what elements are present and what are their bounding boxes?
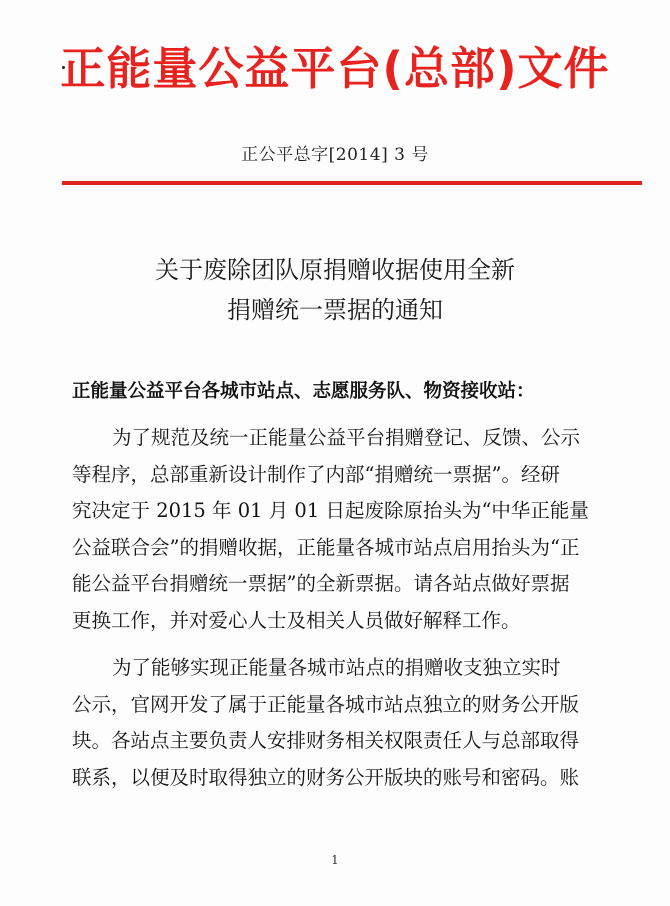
paragraph-2-line: 联系，以便及时取得独立的财务公开版块的账号和密码。账: [72, 765, 580, 789]
paragraph-2-line: 公示，官网开发了属于正能量各城市站点独立的财务公开版: [72, 692, 580, 716]
paragraph-2-line: 块。各站点主要负责人安排财务相关权限责任人与总部取得: [72, 729, 580, 752]
notice-title-line-2: 捐赠统一票据的通知: [227, 296, 443, 324]
paragraph-2-line: 为了能够实现正能量各城市站点的捐赠收支独立实时: [112, 656, 561, 679]
paragraph-1-line: 为了规范及统一正能量公益平台捐赠登记、反馈、公示: [112, 426, 581, 449]
red-divider-rule: [62, 181, 642, 185]
notice-title-line-1: 关于废除团队原捐赠收据使用全新: [155, 256, 515, 284]
notice-title: [0, 250, 670, 330]
paragraph-1-line: 能公益平台捐赠统一票据”的全新票据。请各站点做好票据: [72, 572, 570, 595]
page-number: 1: [331, 853, 339, 867]
document-number: 正公平总字[2014] 3 号: [241, 145, 429, 165]
paragraph-1-line: 究决定于 2015 年 01 月 01 日起废除原抬头为“中华正能量: [72, 499, 589, 522]
paragraph-1-line: 公益联合会”的捐赠收据，正能量各城市站点启用抬头为“正: [72, 535, 580, 559]
salutation: 正能量公益平台各城市站点、志愿服务队、物资接收站：: [72, 381, 535, 402]
document-header-title: 正能量公益平台(总部)文件: [60, 42, 610, 95]
notice-body: [72, 420, 632, 796]
paragraph-1-line: 等程序，总部重新设计制作了内部“捐赠统一票据”。经研: [72, 462, 560, 486]
paragraph-1-line: 更换工作，并对爱心人士及相关人员做好解释工作。: [72, 608, 521, 632]
paragraph-gap: [72, 639, 632, 650]
